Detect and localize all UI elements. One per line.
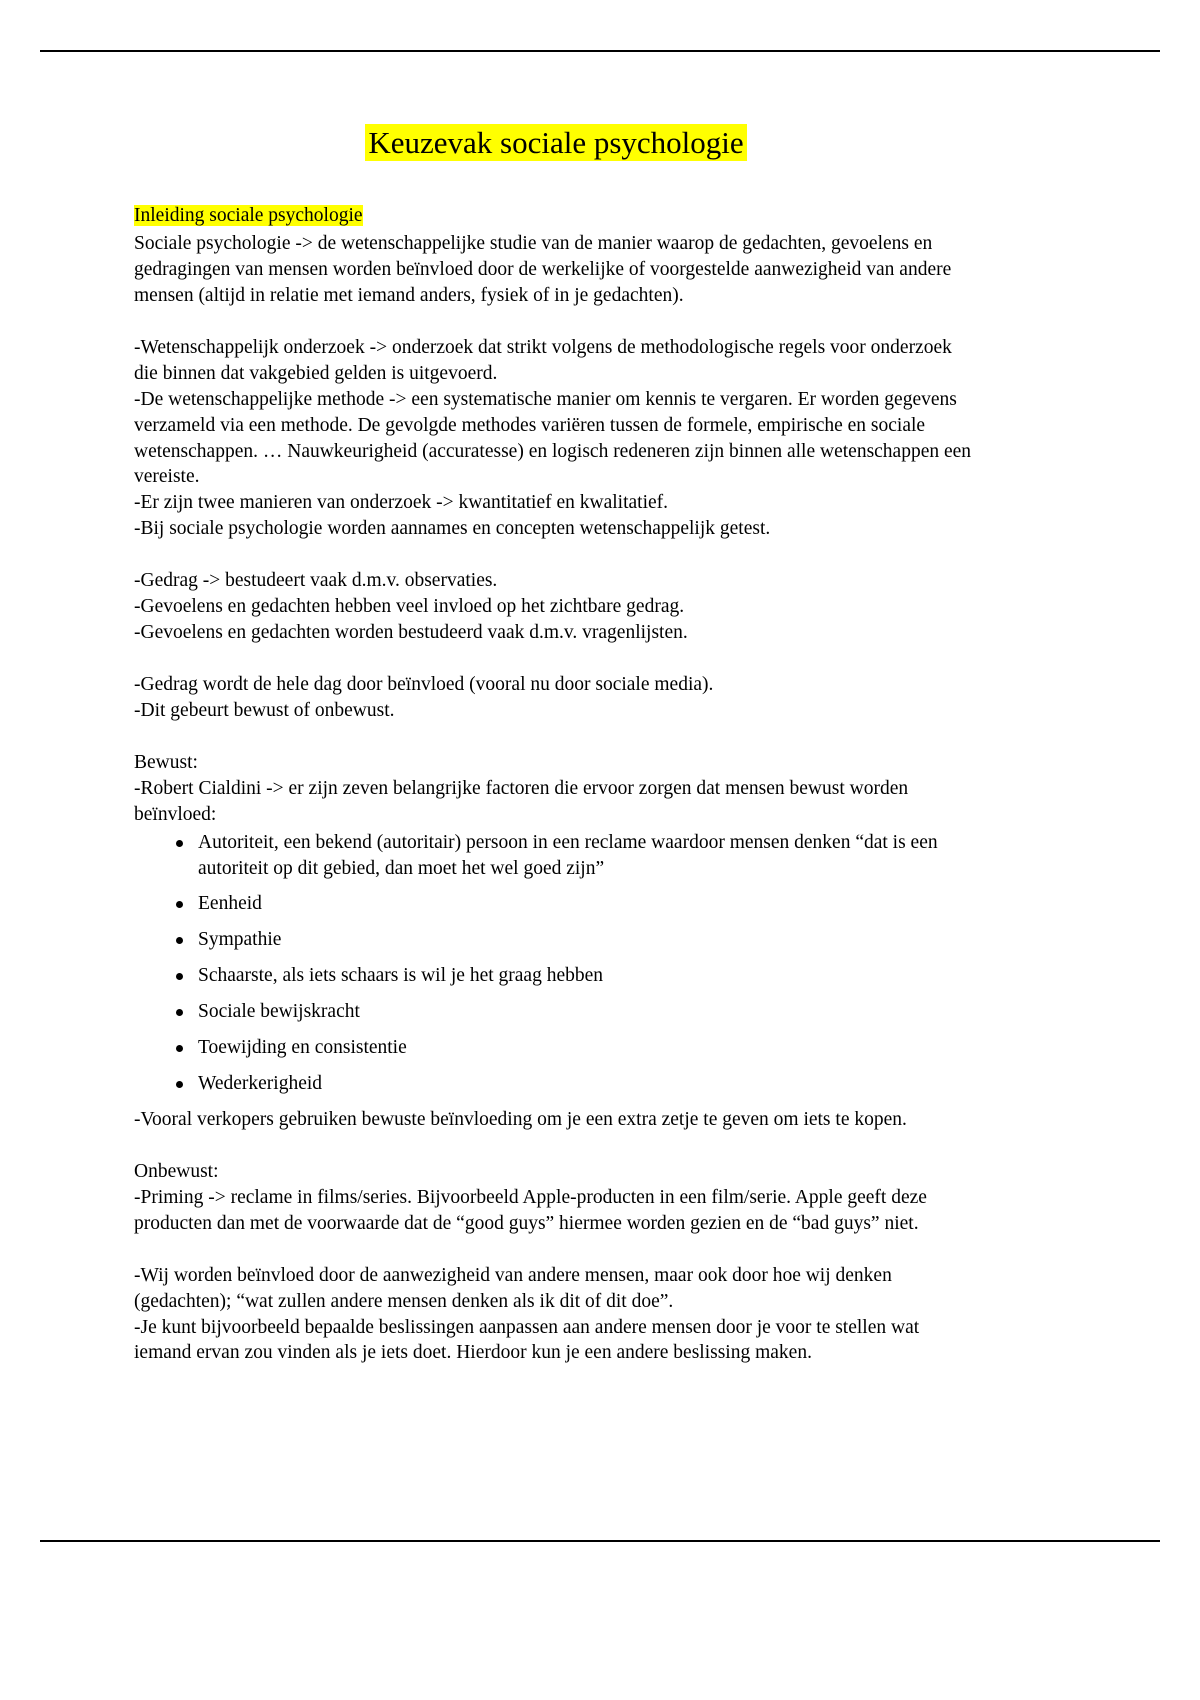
spacer [134,309,978,335]
paragraph-gevoelens-vragenlijsten: -Gevoelens en gedachten worden bestudeerd vaak d.m.v. vragenlijsten. [134,622,688,644]
paragraph-aanwezigheid-gedachten: -Wij worden beïnvloed door de aanwezigheid van andere mensen, maar ook door hoe wij denken (gedachten); “wat zullen andere mensen denken als ik dit of dit doe”. [134,1264,892,1312]
list-item: Sympathie [134,927,978,953]
spacer [134,1237,978,1263]
page-title [134,124,978,161]
spacer [134,542,978,568]
paragraph-cialdini-intro: -Robert Cialdini -> er zijn zeven belangrijke factoren die ervoor zorgen dat mensen bewust worden beïnvloed: [134,777,909,825]
list-item: Wederkerigheid [134,1071,978,1097]
paragraph-wetenschappelijke-methode: -De wetenschappelijke methode -> een systematische manier om kennis te vergaren. Er worden gegevens verzameld via een methode. De gevolgde methodes variëren tussen de formele, empirische en sociale wetenschappen. … Nauwkeurigheid (accuratesse) en logisch redeneren zijn binnen alle wetenschappen een vereiste. [134,388,972,488]
label-bewust: Bewust: [134,751,198,773]
list-item: Sociale bewijskracht [134,999,978,1025]
section-heading-text: Inleiding sociale psychologie [134,205,363,227]
list-item: Autoriteit, een bekend (autoritair) persoon in een reclame waardoor mensen denken “dat is een autoriteit op dit gebied, dan moet het wel goed zijn” [134,830,978,882]
paragraph-wetenschappelijk-onderzoek: -Wetenschappelijk onderzoek -> onderzoek dat strikt volgens de methodologische regels voor onderzoek die binnen dat vakgebied gelden is uitgevoerd. [134,336,952,384]
list-item: Toewijding en consistentie [134,1035,978,1061]
paragraph-twee-manieren: -Er zijn twee manieren van onderzoek -> kwantitatief en kwalitatief. [134,492,669,514]
paragraph-beslissingen: -Je kunt bijvoorbeeld bepaalde beslissingen aanpassen aan andere mensen door je voor te stellen wat iemand ervan zou vinden als je iets doet. Hierdoor kun je een andere beslissing maken. [134,1316,920,1364]
paragraph-intro: Sociale psychologie -> de wetenschappelijke studie van de manier waarop de gedachten, gevoelens en gedragingen van mensen worden beïnvloed door de werkelijke of voorgestelde aanwezigheid van andere mensen (altijd in relatie met iemand anders, fysiek of in je gedachten). [134,233,952,306]
spacer [134,646,978,672]
document-body [134,124,978,1366]
paragraph-gevoelens-invloed: -Gevoelens en gedachten hebben veel invloed op het zichtbare gedrag. [134,596,685,618]
paragraph-gedrag-observaties: -Gedrag -> bestudeert vaak d.m.v. observaties. [134,570,498,592]
paragraph-priming: -Priming -> reclame in films/series. Bijvoorbeeld Apple-producten in een film/serie. Apple geeft deze producten dan met de voorwaarde dat de “good guys” hiermee worden gezien en de “bad guys” niet. [134,1186,927,1234]
paragraph-gedrag-beinvloed: -Gedrag wordt de hele dag door beïnvloed (vooral nu door sociale media). [134,674,714,696]
list-item: Eenheid [134,891,978,917]
page-title-text: Keuzevak sociale psychologie [365,124,746,161]
spacer [134,724,978,750]
footer-rule [40,1540,1160,1542]
label-onbewust: Onbewust: [134,1160,219,1182]
list-item: Schaarste, als iets schaars is wil je het graag hebben [134,963,978,989]
paragraph-aannames-getest: -Bij sociale psychologie worden aannames en concepten wetenschappelijk getest. [134,518,771,540]
section-heading [134,203,978,229]
cialdini-factor-list [134,830,978,1097]
paragraph-bewust-onbewust: -Dit gebeurt bewust of onbewust. [134,699,395,721]
header-rule [40,50,1160,52]
paragraph-verkopers: -Vooral verkopers gebruiken bewuste beïnvloeding om je een extra zetje te geven om iets te kopen. [134,1109,907,1130]
spacer [134,1133,978,1159]
